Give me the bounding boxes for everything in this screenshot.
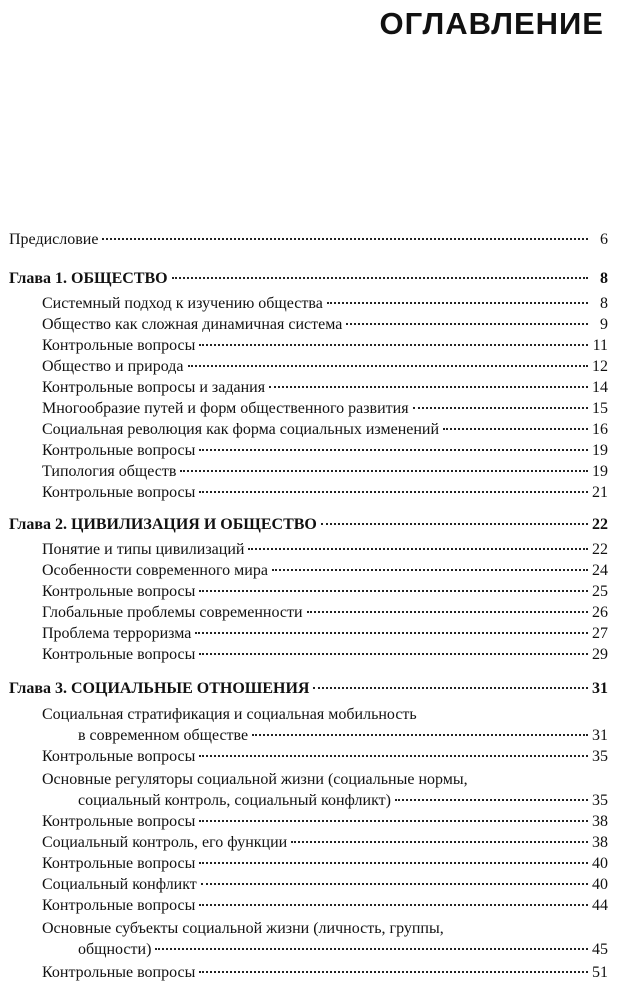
page-number: 38 — [592, 813, 608, 830]
entry-label: Контрольные вопросы — [42, 813, 196, 830]
toc-entry[interactable] — [42, 462, 608, 482]
page-number: 24 — [592, 562, 608, 579]
chapter-label: Глава 1. ОБЩЕСТВО — [9, 270, 168, 287]
page-number: 21 — [592, 484, 608, 501]
toc-entry-regulators[interactable] — [78, 791, 608, 811]
toc-chapter-3[interactable] — [9, 679, 608, 699]
page-number: 26 — [592, 604, 608, 621]
entry-label-line-1: Социальная стратификация и социальная мобильность — [42, 706, 417, 723]
page-number: 12 — [592, 358, 608, 375]
entry-label: Социальная революция как форма социальных изменений — [42, 421, 440, 438]
leader-dots — [199, 590, 588, 592]
toc-entry[interactable] — [42, 420, 608, 440]
toc-entry[interactable] — [42, 603, 608, 623]
page-number: 11 — [592, 337, 608, 354]
page-number: 8 — [600, 270, 608, 287]
toc-entry-subjects[interactable] — [78, 940, 608, 960]
toc-entry[interactable] — [42, 747, 608, 767]
entry-label: Проблема терроризма — [42, 625, 192, 642]
toc-entry[interactable] — [42, 812, 608, 832]
leader-dots — [327, 302, 588, 304]
toc-entry[interactable] — [42, 561, 608, 581]
page-number: 40 — [592, 876, 608, 893]
leader-dots — [172, 277, 588, 279]
entry-label: Контрольные вопросы и задания — [42, 379, 266, 396]
entry-label: Многообразие путей и форм общественного развития — [42, 400, 409, 417]
entry-label: Контрольные вопросы — [42, 583, 196, 600]
toc-entry[interactable] — [42, 833, 608, 853]
entry-label-line-1: Основные регуляторы социальной жизни (социальные нормы, — [42, 771, 468, 788]
leader-dots — [395, 799, 588, 801]
leader-dots — [199, 344, 588, 346]
leader-dots — [272, 569, 588, 571]
entry-label: Контрольные вопросы — [42, 855, 196, 872]
page-number: 44 — [592, 897, 608, 914]
page-number: 35 — [592, 792, 608, 809]
toc-entry[interactable] — [42, 582, 608, 602]
leader-dots — [313, 687, 588, 689]
toc-entry[interactable] — [42, 540, 608, 560]
entry-label: Особенности современного мира — [42, 562, 268, 579]
page-number: 27 — [592, 625, 608, 642]
leader-dots — [248, 548, 588, 550]
page-number: 31 — [592, 680, 608, 697]
toc-entry[interactable] — [42, 875, 608, 895]
leader-dots — [413, 407, 588, 409]
toc-chapter-2[interactable] — [9, 515, 608, 535]
leader-dots — [195, 632, 588, 634]
entry-label: социальный контроль, социальный конфликт) — [78, 792, 391, 809]
entry-label: Контрольные вопросы — [42, 337, 196, 354]
entry-label: общности) — [78, 941, 152, 958]
toc-chapter-1[interactable] — [9, 269, 608, 289]
leader-dots — [102, 238, 588, 240]
entry-label: Контрольные вопросы — [42, 964, 196, 981]
entry-label: Системный подход к изучению общества — [42, 295, 323, 312]
leader-dots — [443, 428, 588, 430]
page-number: 25 — [592, 583, 608, 600]
page-number: 38 — [592, 834, 608, 851]
leader-dots — [199, 904, 588, 906]
page-number: 14 — [592, 379, 608, 396]
toc-entry[interactable] — [42, 854, 608, 874]
leader-dots — [199, 755, 588, 757]
leader-dots — [199, 491, 588, 493]
page-number: 9 — [600, 316, 608, 333]
page-number: 45 — [592, 941, 608, 958]
page-number: 22 — [592, 516, 608, 533]
toc-entry-preface[interactable] — [9, 230, 608, 250]
leader-dots — [252, 734, 588, 736]
toc-entry[interactable] — [42, 294, 608, 314]
entry-label: Контрольные вопросы — [42, 748, 196, 765]
toc-entry[interactable] — [42, 624, 608, 644]
page-title: ОГЛАВЛЕНИЕ — [379, 6, 604, 41]
entry-label: Общество как сложная динамичная система — [42, 316, 343, 333]
entry-label: Контрольные вопросы — [42, 897, 196, 914]
toc-entry[interactable] — [42, 963, 608, 983]
leader-dots — [321, 523, 588, 525]
leader-dots — [199, 820, 588, 822]
leader-dots — [188, 365, 588, 367]
toc-entry[interactable] — [42, 357, 608, 377]
page-number: 35 — [592, 748, 608, 765]
leader-dots — [201, 883, 588, 885]
toc-entry[interactable] — [42, 336, 608, 356]
page-number: 31 — [592, 727, 608, 744]
leader-dots — [307, 611, 588, 613]
entry-label: Контрольные вопросы — [42, 646, 196, 663]
entry-label: Контрольные вопросы — [42, 484, 196, 501]
entry-label: в современном обществе — [78, 727, 249, 744]
entry-label: Общество и природа — [42, 358, 184, 375]
leader-dots — [199, 653, 588, 655]
chapter-label: Глава 3. СОЦИАЛЬНЫЕ ОТНОШЕНИЯ — [9, 680, 310, 697]
toc-entry[interactable] — [42, 483, 608, 503]
toc-entry[interactable] — [42, 645, 608, 665]
entry-label: Предисловие — [9, 231, 99, 248]
entry-label: Социальный конфликт — [42, 876, 197, 893]
entry-label: Контрольные вопросы — [42, 442, 196, 459]
leader-dots — [269, 386, 588, 388]
leader-dots — [291, 841, 588, 843]
page-number: 19 — [592, 463, 608, 480]
toc-entry-stratification[interactable] — [78, 726, 608, 746]
leader-dots — [346, 323, 588, 325]
page-number: 51 — [592, 964, 608, 981]
page-number: 19 — [592, 442, 608, 459]
leader-dots — [155, 948, 588, 950]
leader-dots — [199, 449, 588, 451]
toc-entry[interactable] — [42, 399, 608, 419]
entry-label: Понятие и типы цивилизаций — [42, 541, 245, 558]
toc-entry[interactable] — [42, 896, 608, 916]
toc-entry[interactable] — [42, 378, 608, 398]
page-number: 8 — [600, 295, 608, 312]
page-number: 40 — [592, 855, 608, 872]
leader-dots — [180, 470, 588, 472]
entry-label: Типология обществ — [42, 463, 177, 480]
toc-entry[interactable] — [42, 315, 608, 335]
chapter-label: Глава 2. ЦИВИЛИЗАЦИЯ И ОБЩЕСТВО — [9, 516, 317, 533]
entry-label: Глобальные проблемы современности — [42, 604, 303, 621]
leader-dots — [199, 862, 588, 864]
entry-label-line-1: Основные субъекты социальной жизни (личность, группы, — [42, 920, 444, 937]
page-number: 6 — [600, 231, 608, 248]
leader-dots — [199, 971, 588, 973]
entry-label: Социальный контроль, его функции — [42, 834, 288, 851]
page-number: 16 — [592, 421, 608, 438]
toc-entry[interactable] — [42, 441, 608, 461]
page-number: 15 — [592, 400, 608, 417]
page-number: 22 — [592, 541, 608, 558]
page-number: 29 — [592, 646, 608, 663]
